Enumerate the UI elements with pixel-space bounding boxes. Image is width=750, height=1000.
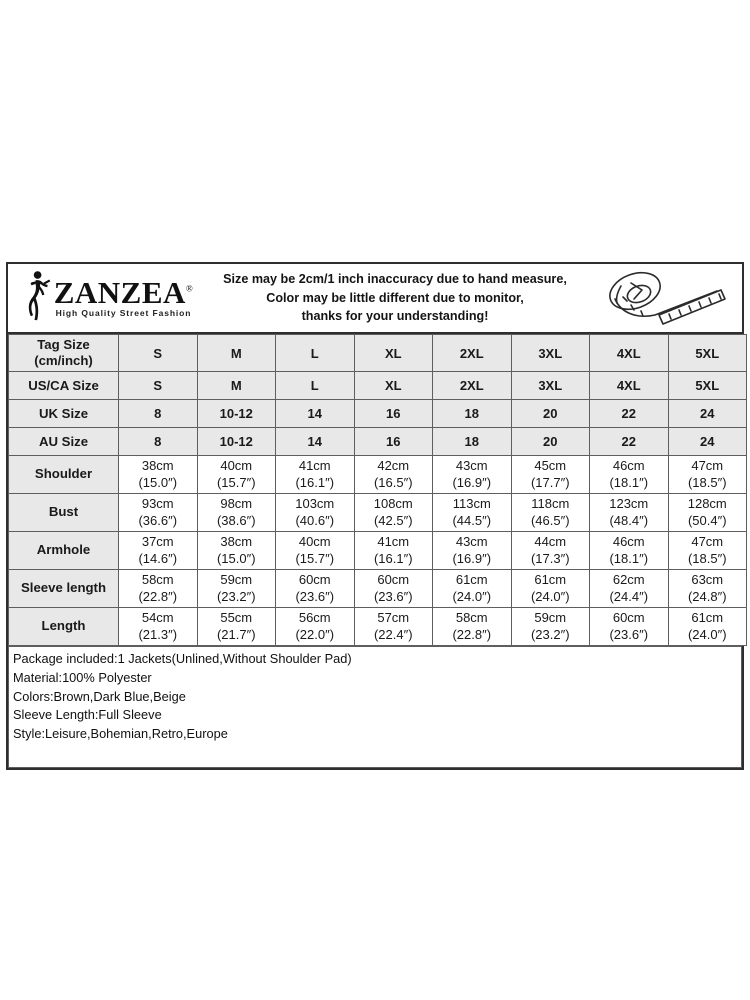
cell-tag-size-xl: XL [354,335,433,372]
cell-sleeve-l: 60cm (23.6″) [276,570,355,608]
row-label-sleeve-length: Sleeve length [9,570,119,608]
row-label-au-size: AU Size [9,428,119,456]
cell-armhole-5xl: 47cm (18.5″) [668,532,747,570]
detail-sleeve-length: Sleeve Length:Full Sleeve [13,707,162,723]
cell-armhole-m: 38cm (15.0″) [197,532,276,570]
registered-trademark-icon: ® [185,283,194,294]
cell-au-3xl: 20 [511,428,590,456]
cell-bust-s: 93cm (36.6″) [119,494,198,532]
measurement-notice [198,270,592,327]
table-row-au-size [9,428,747,456]
cell-length-2xl: 58cm (22.8″) [433,608,512,646]
cell-shoulder-4xl: 46cm (18.1″) [590,456,669,494]
cell-armhole-s: 37cm (14.6″) [119,532,198,570]
cell-tag-size-5xl: 5XL [668,335,747,372]
cell-bust-xl: 108cm (42.5″) [354,494,433,532]
cell-bust-l: 103cm (40.6″) [276,494,355,532]
cell-sleeve-m: 59cm (23.2″) [197,570,276,608]
cell-sleeve-2xl: 61cm (24.0″) [433,570,512,608]
table-row-uk-size [9,400,747,428]
cell-shoulder-2xl: 43cm (16.9″) [433,456,512,494]
table-row-us-ca-size [9,372,747,400]
cell-uk-2xl: 18 [433,400,512,428]
cell-bust-4xl: 123cm (48.4″) [590,494,669,532]
row-label-shoulder: Shoulder [9,456,119,494]
cell-length-s: 54cm (21.3″) [119,608,198,646]
cell-au-2xl: 18 [433,428,512,456]
cell-tag-size-2xl: 2XL [433,335,512,372]
cell-bust-3xl: 118cm (46.5″) [511,494,590,532]
woman-silhouette-icon [19,269,53,326]
cell-au-s: 8 [119,428,198,456]
row-label-line-2: (cm/inch) [34,353,93,368]
cell-shoulder-3xl: 45cm (17.7″) [511,456,590,494]
notice-line-2: Color may be little different due to monitor, [266,290,524,305]
row-label-length: Length [9,608,119,646]
row-label-line-1: Tag Size [37,337,90,353]
cell-us-ca-l: L [276,372,355,400]
cell-uk-4xl: 22 [590,400,669,428]
cell-au-5xl: 24 [668,428,747,456]
row-label-us-ca-size: US/CA Size [9,372,119,400]
row-label-bust: Bust [9,494,119,532]
cell-uk-xl: 16 [354,400,433,428]
cell-uk-l: 14 [276,400,355,428]
cell-uk-s: 8 [119,400,198,428]
cell-bust-m: 98cm (38.6″) [197,494,276,532]
table-row-armhole [9,532,747,570]
cell-us-ca-2xl: 2XL [433,372,512,400]
row-label-armhole: Armhole [9,532,119,570]
cell-shoulder-l: 41cm (16.1″) [276,456,355,494]
brand-tagline: High Quality Street Fashion [55,308,192,319]
cell-uk-3xl: 20 [511,400,590,428]
cell-tag-size-4xl: 4XL [590,335,669,372]
cell-tag-size-l: L [276,335,355,372]
cell-sleeve-5xl: 63cm (24.8″) [668,570,747,608]
notice-line-1: Size may be 2cm/1 inch inaccuracy due to hand measure, [223,271,567,286]
cell-us-ca-3xl: 3XL [511,372,590,400]
cell-au-l: 14 [276,428,355,456]
cell-us-ca-xl: XL [354,372,433,400]
cell-au-m: 10-12 [197,428,276,456]
product-details [8,646,742,768]
measuring-tape-icon [592,269,742,327]
cell-length-5xl: 61cm (24.0″) [668,608,747,646]
cell-au-xl: 16 [354,428,433,456]
cell-tag-size-s: S [119,335,198,372]
cell-armhole-l: 40cm (15.7″) [276,532,355,570]
cell-armhole-2xl: 43cm (16.9″) [433,532,512,570]
cell-shoulder-5xl: 47cm (18.5″) [668,456,747,494]
cell-length-m: 55cm (21.7″) [197,608,276,646]
cell-shoulder-xl: 42cm (16.5″) [354,456,433,494]
cell-sleeve-3xl: 61cm (24.0″) [511,570,590,608]
cell-armhole-3xl: 44cm (17.3″) [511,532,590,570]
brand-logo [8,271,198,326]
notice-line-3: thanks for your understanding! [301,309,489,324]
cell-us-ca-m: M [197,372,276,400]
cell-sleeve-4xl: 62cm (24.4″) [590,570,669,608]
cell-bust-2xl: 113cm (44.5″) [433,494,512,532]
table-row-length [9,608,747,646]
brand-name: ZANZEA® [53,275,194,311]
cell-bust-5xl: 128cm (50.4″) [668,494,747,532]
chart-header-banner [8,264,742,334]
cell-sleeve-s: 58cm (22.8″) [119,570,198,608]
table-row-tag-size [9,335,747,372]
row-label-tag-size [9,335,119,372]
table-row-shoulder [9,456,747,494]
cell-sleeve-xl: 60cm (23.6″) [354,570,433,608]
cell-tag-size-m: M [197,335,276,372]
cell-length-3xl: 59cm (23.2″) [511,608,590,646]
cell-armhole-4xl: 46cm (18.1″) [590,532,669,570]
cell-length-xl: 57cm (22.4″) [354,608,433,646]
cell-uk-m: 10-12 [197,400,276,428]
cell-armhole-xl: 41cm (16.1″) [354,532,433,570]
cell-length-4xl: 60cm (23.6″) [590,608,669,646]
table-row-bust [9,494,747,532]
cell-us-ca-5xl: 5XL [668,372,747,400]
cell-length-l: 56cm (22.0″) [276,608,355,646]
footer-spacer [13,744,737,762]
cell-us-ca-s: S [119,372,198,400]
cell-us-ca-4xl: 4XL [590,372,669,400]
cell-shoulder-m: 40cm (15.7″) [197,456,276,494]
measurements-table [8,334,747,646]
cell-uk-5xl: 24 [668,400,747,428]
detail-material: Material:100% Polyester [13,669,152,685]
detail-style: Style:Leisure,Bohemian,Retro,Europe [13,726,228,742]
cell-shoulder-s: 38cm (15.0″) [119,456,198,494]
row-label-uk-size: UK Size [9,400,119,428]
detail-colors: Colors:Brown,Dark Blue,Beige [13,688,186,704]
cell-tag-size-3xl: 3XL [511,335,590,372]
table-row-sleeve-length [9,570,747,608]
detail-package-included: Package included:1 Jackets(Unlined,Without Shoulder Pad) [13,651,352,666]
size-chart [6,262,744,770]
cell-au-4xl: 22 [590,428,669,456]
